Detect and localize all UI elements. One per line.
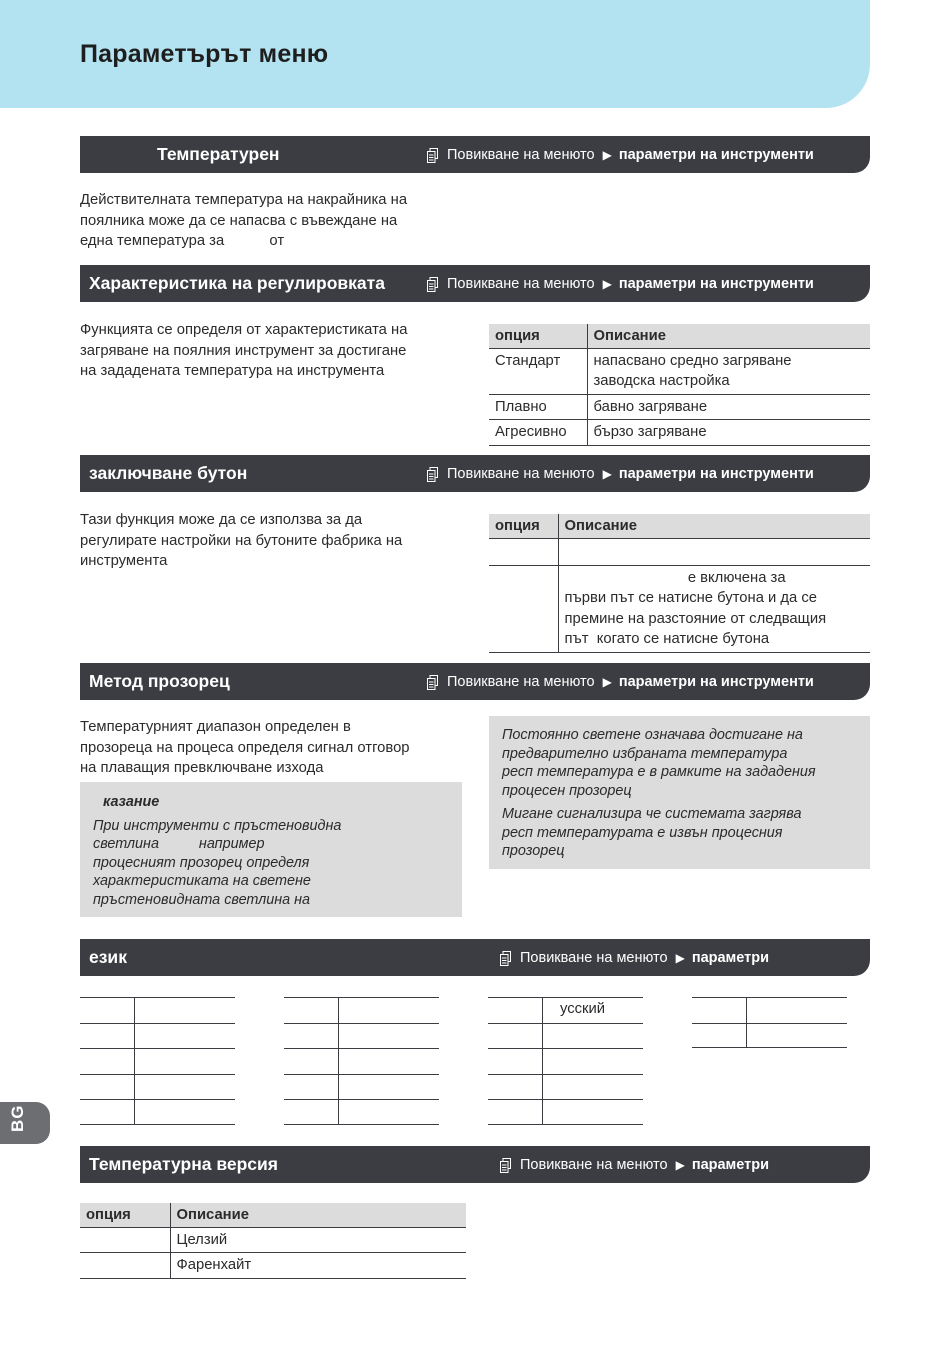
table-header: опция xyxy=(489,514,558,538)
table-row xyxy=(489,394,870,420)
language-cell xyxy=(543,1024,643,1049)
language-row xyxy=(284,997,439,1023)
table-row xyxy=(80,1227,466,1253)
language-row xyxy=(284,1048,439,1074)
language-cell xyxy=(339,1100,439,1124)
section-bar-button-lock xyxy=(80,455,870,492)
section-title-regulation: Характеристика на регулировката xyxy=(89,273,385,293)
language-side-tab xyxy=(0,1102,50,1144)
table-cell xyxy=(80,1227,170,1253)
section-bar-regulation xyxy=(80,265,870,302)
section-bar-temp-version xyxy=(80,1146,870,1183)
table-header-row xyxy=(80,1203,466,1227)
section-title-language: език xyxy=(89,947,127,967)
note-line: пръстеновидната светлина на xyxy=(93,891,311,908)
table-row xyxy=(489,565,870,652)
language-cell: усский xyxy=(560,1001,606,1017)
menu-target-label: параметри на инструменти xyxy=(618,674,814,690)
language-row xyxy=(488,1048,643,1074)
note-title: казание xyxy=(103,794,160,810)
language-cell xyxy=(135,1100,235,1124)
language-row xyxy=(488,1099,643,1125)
info-line: предварително избраната температура xyxy=(502,745,788,762)
menu-path xyxy=(500,950,769,966)
section-bar-temperature xyxy=(80,136,870,173)
text-line: Функцията се определя от характеристиката на xyxy=(80,322,408,338)
menu-icon xyxy=(427,675,438,690)
menu-target-label: параметри на инструменти xyxy=(618,276,814,292)
table-cell: напасвано средно загряване заводска настройка xyxy=(587,348,870,394)
table-cell: бързо загряване xyxy=(587,420,870,446)
info-line: респ температурата е извън процесния xyxy=(502,824,783,841)
menu-path xyxy=(500,1157,769,1173)
menu-icon xyxy=(427,277,438,292)
section-title-button-lock: заключване бутон xyxy=(89,463,248,483)
table-cell: Фаренхайт xyxy=(170,1253,466,1279)
table-row xyxy=(489,348,870,394)
section-title-window: Метод прозорец xyxy=(89,671,230,691)
text-line: прозореца на процеса определя сигнал отговор xyxy=(80,739,410,756)
temp-version-table xyxy=(80,1203,466,1279)
table-cell: Агресивно xyxy=(489,420,587,446)
menu-icon xyxy=(500,1158,511,1173)
side-tab-label: BG xyxy=(8,1104,27,1132)
table-header: опция xyxy=(80,1203,170,1227)
text-line: една температура за от xyxy=(80,233,285,249)
note-box xyxy=(80,782,462,917)
menu-icon xyxy=(427,148,438,163)
table-row xyxy=(489,420,870,446)
arrow-right-icon: ▶ xyxy=(602,148,612,162)
menu-path xyxy=(427,674,814,690)
text-line: на зададената температура на инструмента xyxy=(80,363,385,379)
language-cell xyxy=(339,1075,439,1100)
language-cell xyxy=(339,998,439,1023)
language-cell xyxy=(747,998,847,1023)
info-box xyxy=(489,716,870,869)
arrow-right-icon: ▶ xyxy=(602,277,612,291)
note-line: При инструменти с пръстеновидна xyxy=(93,817,342,834)
table-cell xyxy=(80,1253,170,1279)
language-cell xyxy=(543,1049,643,1074)
language-row xyxy=(692,997,847,1023)
section-text-button-lock xyxy=(80,510,475,572)
table-cell: бавно загряване xyxy=(587,394,870,420)
arrow-right-icon: ▶ xyxy=(602,675,612,689)
language-row xyxy=(692,1023,847,1049)
language-row xyxy=(80,1048,235,1074)
language-row xyxy=(284,1023,439,1049)
language-cell xyxy=(135,1024,235,1049)
text-line: регулирате настройки на бутоните фабрика на xyxy=(80,532,403,549)
text-line: загряване на поялния инструмент за достигане xyxy=(80,342,407,359)
table-cell xyxy=(489,538,558,565)
table-header-row xyxy=(489,324,870,348)
table-cell xyxy=(558,538,870,565)
regulation-options-table xyxy=(489,324,870,446)
table-header: Описание xyxy=(587,324,870,348)
menu-target-label: параметри xyxy=(691,1157,770,1173)
language-row xyxy=(284,1099,439,1125)
section-text-temperature xyxy=(80,190,470,252)
menu-path xyxy=(427,147,814,163)
language-cell xyxy=(747,1024,847,1048)
section-title-temperature: Температурен xyxy=(157,144,280,164)
text-line: инструмента xyxy=(80,553,168,569)
info-line: процесен прозорец xyxy=(502,782,632,799)
page-title: Параметърът меню xyxy=(80,40,329,68)
menu-target-label: параметри на инструменти xyxy=(618,466,814,482)
language-row xyxy=(80,1023,235,1049)
language-cell xyxy=(339,1024,439,1049)
language-cell xyxy=(543,1075,643,1100)
language-row xyxy=(80,1099,235,1125)
language-row xyxy=(80,1074,235,1100)
arrow-right-icon: ▶ xyxy=(675,951,685,965)
language-row xyxy=(488,1074,643,1100)
table-header: Описание xyxy=(558,514,870,538)
language-cell xyxy=(135,1075,235,1100)
table-header: Описание xyxy=(170,1203,466,1227)
table-cell xyxy=(489,565,558,652)
menu-path xyxy=(427,466,814,482)
menu-target-label: параметри xyxy=(691,950,770,966)
info-line: Мигане сигнализира че системата загрява xyxy=(502,806,802,822)
arrow-right-icon: ▶ xyxy=(675,1158,685,1172)
text-line: на плаващия превключване изхода xyxy=(80,760,324,776)
language-grid xyxy=(80,997,235,1125)
arrow-right-icon: ▶ xyxy=(602,467,612,481)
button-lock-options-table xyxy=(489,514,870,653)
section-text-window xyxy=(80,717,480,779)
section-bar-window xyxy=(80,663,870,700)
table-row xyxy=(80,1253,466,1279)
call-menu-label: Повикване на менюто xyxy=(447,674,595,690)
language-grid xyxy=(488,997,643,1125)
table-cell: Целзий xyxy=(170,1227,466,1253)
table-header-row xyxy=(489,514,870,538)
table-cell: Стандарт xyxy=(489,348,587,394)
language-grid xyxy=(692,997,847,1048)
language-grid xyxy=(284,997,439,1125)
language-row xyxy=(284,1074,439,1100)
menu-icon xyxy=(500,951,511,966)
language-cell xyxy=(135,998,235,1023)
call-menu-label: Повикване на менюто xyxy=(447,276,595,292)
info-line: прозорец xyxy=(502,843,565,859)
call-menu-label: Повикване на менюто xyxy=(520,950,668,966)
section-bar-language xyxy=(80,939,870,976)
info-line: Постоянно светене означава достигане на xyxy=(502,727,803,743)
language-row xyxy=(488,1023,643,1049)
language-row xyxy=(488,997,643,1023)
table-row xyxy=(489,538,870,565)
call-menu-label: Повикване на менюто xyxy=(520,1157,668,1173)
table-cell: Плавно xyxy=(489,394,587,420)
language-cell xyxy=(339,1049,439,1074)
menu-path xyxy=(427,276,814,292)
menu-icon xyxy=(427,467,438,482)
call-menu-label: Повикване на менюто xyxy=(447,147,595,163)
text-line: Действителната температура на накрайника на xyxy=(80,192,408,208)
text-line: поялника може да се напасва с въвеждане на xyxy=(80,212,398,229)
info-line: респ температура е в рамките на зададения xyxy=(502,764,816,780)
call-menu-label: Повикване на менюто xyxy=(447,466,595,482)
language-row xyxy=(80,997,235,1023)
text-line: Температурният диапазон определен в xyxy=(80,719,351,735)
language-cell xyxy=(135,1049,235,1074)
table-cell: е включена за първи път се натисне бутона и да се премине на разстояние от следващия път когато се натисне бутона xyxy=(558,565,870,652)
section-text-regulation xyxy=(80,320,475,382)
note-line: светлина например xyxy=(93,836,265,852)
note-line: характеристиката на светене xyxy=(93,873,311,889)
section-title-temp-version: Температурна версия xyxy=(89,1154,279,1174)
menu-target-label: параметри на инструменти xyxy=(618,147,814,163)
table-header: опция xyxy=(489,324,587,348)
text-line: Тази функция може да се използва за да xyxy=(80,512,363,528)
language-cell xyxy=(543,1100,643,1124)
note-line: процесният прозорец определя xyxy=(93,854,310,871)
